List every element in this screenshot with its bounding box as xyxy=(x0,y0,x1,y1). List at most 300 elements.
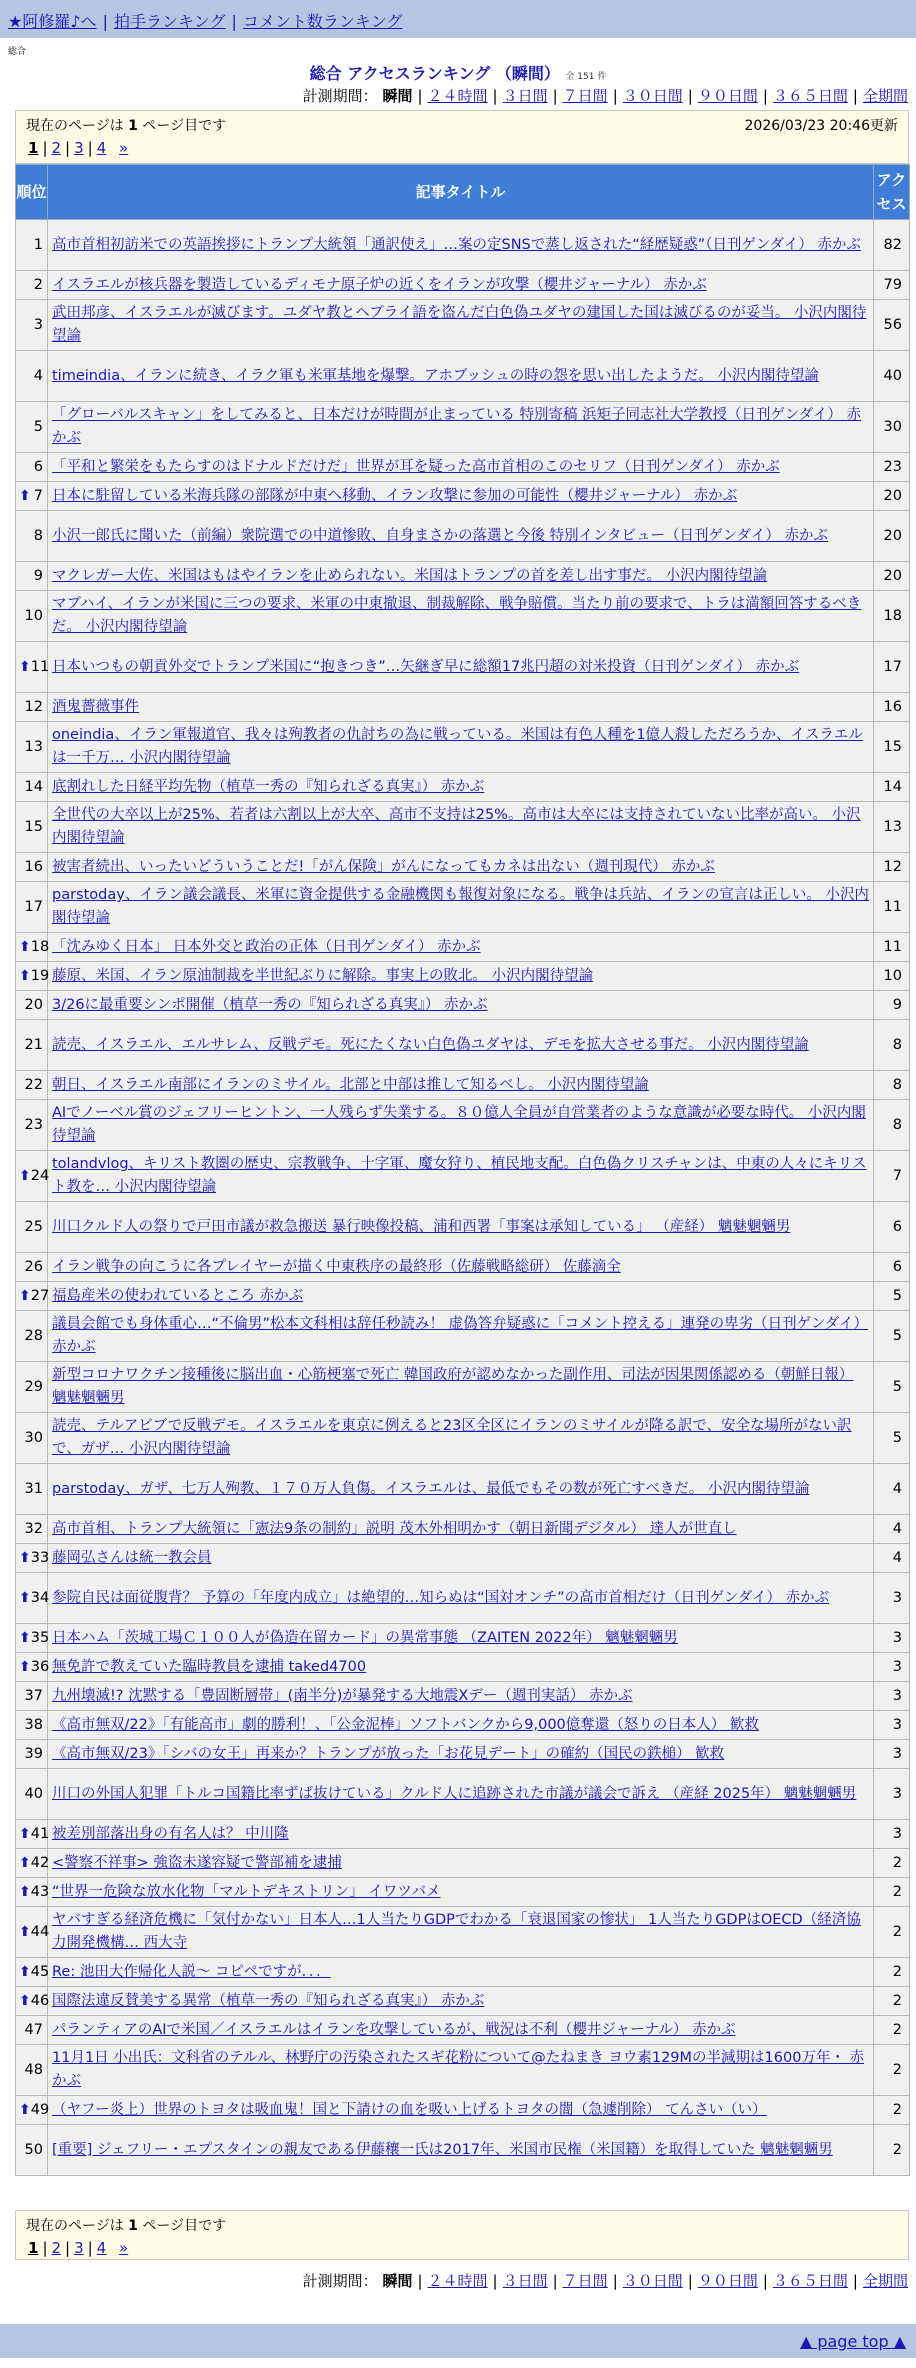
rank-cell xyxy=(16,2125,48,2176)
page-1-current: 1 xyxy=(28,139,39,157)
nav-separator: | xyxy=(231,12,237,31)
title-cell xyxy=(48,1987,874,2016)
access-count: 20 xyxy=(874,511,910,562)
table-row xyxy=(16,1682,910,1711)
rank-number: 18 xyxy=(30,938,50,955)
period-link-all[interactable]: 全期間 xyxy=(862,2272,908,2290)
table-row xyxy=(16,2125,910,2176)
table-row xyxy=(16,351,910,402)
article-title-link[interactable]: 「沈みゆく日本」 日本外交と政治の正体（日刊ゲンダイ） 赤かぶ xyxy=(52,938,481,955)
rank-number: 15 xyxy=(24,818,43,835)
rank-number: 5 xyxy=(33,418,43,435)
access-count: 16 xyxy=(874,693,910,722)
bottom-bar xyxy=(0,2324,916,2358)
access-count: 2 xyxy=(874,2125,910,2176)
rank-cell xyxy=(16,2045,48,2096)
access-count: 2 xyxy=(874,2045,910,2096)
table-row xyxy=(16,1573,910,1624)
table-row xyxy=(16,991,910,1020)
table-row xyxy=(16,1958,910,1987)
article-title-link[interactable]: パランティアのAIで米国／イスラエルはイランを攻撃しているが、戦況は不利（櫻井ジャーナル） 赤かぶ xyxy=(52,2021,736,2038)
access-count: 9 xyxy=(874,991,910,1020)
access-count: 3 xyxy=(874,1769,910,1820)
article-title-link[interactable]: 《高市無双/22》「有能高市」劇的勝利！、「公金泥棒」ソフトバンクから9,000億奪還（怒りの日本人） 歓救 xyxy=(52,1716,759,1733)
period-link-365d[interactable]: ３６５日間 xyxy=(772,2272,848,2290)
table-row xyxy=(16,591,910,642)
article-title-link[interactable]: 「平和と繁栄をもたらすのはドナルドだけだ」世界が耳を疑った高市首相のこのセリフ（日刊ゲンダイ） 赤かぶ xyxy=(52,458,780,475)
rank-cell xyxy=(16,722,48,773)
rank-up-arrow-icon: ⬆ xyxy=(19,1629,31,1646)
rank-cell xyxy=(16,2016,48,2045)
table-row xyxy=(16,1413,910,1464)
rank-number: 32 xyxy=(24,1520,43,1537)
table-row xyxy=(16,402,910,453)
rank-number: 36 xyxy=(30,1658,50,1675)
period-link-30d[interactable]: ３０日間 xyxy=(622,2272,683,2290)
article-title-link[interactable]: 藤原、米国、イラン原油制裁を半世紀ぶりに解除。事実上の敗北。 小沢内閣待望論 xyxy=(52,967,594,984)
access-count: 2 xyxy=(874,1987,910,2016)
access-count: 3 xyxy=(874,1573,910,1624)
rank-up-arrow-icon: ⬆ xyxy=(19,1589,31,1606)
table-row xyxy=(16,1544,910,1573)
page-link-3[interactable]: 3 xyxy=(74,139,84,157)
article-title-link[interactable]: parstoday、イラン議会議長、米軍に資金提供する金融機関も報復対象になる。戦争は兵站、イランの宣言は正しい。 小沢内閣待望論 xyxy=(52,887,869,926)
rank-number: 19 xyxy=(30,967,50,984)
period-selector-bottom: 計測期間： 瞬間 | ２４時間 | ３日間 | ７日間 | ３０日間 | ９０日間 | ３６５日間 | 全期間 xyxy=(302,2272,908,2290)
rank-cell xyxy=(16,1100,48,1151)
current-page-text: 現在のページは 1 ページ目です xyxy=(26,118,227,134)
article-title-link[interactable]: 「グローバルスキャン」をしてみると、日本だけが時間が止まっている 特別寄稿 浜矩子同志社大学教授（日刊ゲンダイ） 赤かぶ xyxy=(52,407,862,446)
article-title-link[interactable]: 無免許で教えていた臨時教員を逮捕 taked4700 xyxy=(52,1658,367,1675)
article-title-link[interactable]: 酒鬼薔薇事件 xyxy=(52,698,139,715)
rank-cell xyxy=(16,2096,48,2125)
rank-cell xyxy=(16,991,48,1020)
article-title-link[interactable]: timeindia、イランに続き、イラク軍も米軍基地を爆撃。アホブッシュの時の怨を思い出したようだ。 小沢内閣待望論 xyxy=(52,367,819,384)
period-link-24h[interactable]: ２４時間 xyxy=(427,2272,488,2290)
header-access: アクセス xyxy=(874,165,910,220)
title-cell xyxy=(48,853,874,882)
rank-number: 49 xyxy=(30,2101,50,2118)
rank-cell xyxy=(16,1253,48,1282)
article-title-link[interactable]: “世界一危険な放水化物「マルトデキストリン」 イワツバメ xyxy=(52,1883,441,1900)
article-title-link[interactable]: oneindia、イラン軍報道官、我々は殉教者の仇討ちの為に戦っている。米国は有色人種を1億人殺しただろうか、イスラエルは一千万… 小沢内閣待望論 xyxy=(52,727,863,766)
access-count: 3 xyxy=(874,1653,910,1682)
page-info-box-top xyxy=(15,110,909,164)
table-row xyxy=(16,933,910,962)
table-row xyxy=(16,1020,910,1071)
article-title-link[interactable]: 高市首相初訪米での英語挨拶にトランプ大統領「通訳使え」…案の定SNSで蒸し返された“経歴疑惑”（日刊ゲンダイ） 赤かぶ xyxy=(52,236,861,253)
title-cell xyxy=(48,1464,874,1515)
period-selector-top: 計測期間： 瞬間 | ２４時間 | ３日間 | ７日間 | ３０日間 | ９０日間 | ３６５日間 | 全期間 xyxy=(302,87,908,105)
rank-number: 50 xyxy=(24,2141,43,2158)
rank-up-arrow-icon: ⬆ xyxy=(19,1658,31,1675)
page-link-4[interactable]: 4 xyxy=(96,139,107,157)
article-title-link[interactable]: 福島産米の使われているところ 赤かぶ xyxy=(52,1287,304,1304)
table-row xyxy=(16,802,910,853)
access-count: 4 xyxy=(874,1544,910,1573)
article-title-link[interactable]: 議員会館でも身体重心…“不倫男”松本文科相は辞任秒読み！ 虚偽答弁疑惑に「コメント控える」連発の卑劣（日刊ゲンダイ） 赤かぶ xyxy=(52,1316,868,1355)
title-cell xyxy=(48,220,874,271)
title-cell xyxy=(48,1362,874,1413)
article-title-link[interactable]: 新型コロナワクチン接種後に脳出血・心筋梗塞で死亡 韓国政府が認めなかった副作用、司法が因果関係認める（朝鮮日報） 魑魅魍魎男 xyxy=(52,1367,854,1406)
rank-number: 3 xyxy=(33,316,43,333)
rank-up-arrow-icon: ⬆ xyxy=(19,2101,31,2118)
rank-up-arrow-icon: ⬆ xyxy=(19,1167,31,1184)
table-row xyxy=(16,962,910,991)
article-title-link[interactable]: 朝日、イスラエル南部にイランのミサイル。北部と中部は推して知るべし。 小沢内閣待望論 xyxy=(52,1076,649,1093)
page-1-current: 1 xyxy=(28,2239,39,2257)
title-cell xyxy=(48,1907,874,1958)
access-count: 4 xyxy=(874,1464,910,1515)
rank-cell xyxy=(16,1820,48,1849)
page-link-2[interactable]: 2 xyxy=(51,139,62,157)
rank-number: 10 xyxy=(24,607,43,624)
rank-cell xyxy=(16,1987,48,2016)
period-label: 計測期間： xyxy=(302,2272,378,2290)
table-row xyxy=(16,2016,910,2045)
title-cell xyxy=(48,482,874,511)
category-label: 総合 xyxy=(8,47,27,57)
article-title-link[interactable]: 読売、イスラエル、エルサレム、反戦デモ。死にたくない白色偽ユダヤは、デモを拡大させる事だ。 小沢内閣待望論 xyxy=(52,1036,809,1053)
rank-number: 34 xyxy=(30,1589,50,1606)
rank-cell xyxy=(16,591,48,642)
table-row xyxy=(16,1849,910,1878)
table-row xyxy=(16,1202,910,1253)
access-count: 5 xyxy=(874,1362,910,1413)
header-title: 記事タイトル xyxy=(48,165,874,220)
title-cell xyxy=(48,1151,874,1202)
rank-cell xyxy=(16,1413,48,1464)
article-title-link[interactable]: 3/26に最重要シンポ開催（植草一秀の『知られざる真実』） 赤かぶ xyxy=(52,996,488,1013)
period-link-7d[interactable]: ７日間 xyxy=(562,87,608,105)
page-link-next[interactable]: » xyxy=(119,2239,129,2257)
article-title-link[interactable]: 読売、テルアビブで反戦デモ。イスラエルを東京に例えると23区全区にイランのミサイルが降る訳で、安全な場所がない訳で、ガザ… 小沢内閣待望論 xyxy=(52,1418,852,1457)
access-count: 5 xyxy=(874,1413,910,1464)
rank-up-arrow-icon: ⬆ xyxy=(19,1963,31,1980)
rank-cell xyxy=(16,271,48,300)
article-title-link[interactable]: 小沢一郎氏に聞いた（前編）衆院選での中道惨敗、自身まさかの落選と今後 特別インタビュー（日刊ゲンダイ） 赤かぶ xyxy=(52,527,828,544)
access-count: 8 xyxy=(874,1100,910,1151)
article-title-link[interactable]: ヤバすぎる経済危機に「気付かない」日本人…1人当たりGDPでわかる「衰退国家の惨状」 1人当たりGDPはOECD（経済協力開発機構… 西大寺 xyxy=(52,1912,861,1951)
period-link-all[interactable]: 全期間 xyxy=(862,87,908,105)
title-cell xyxy=(48,1515,874,1544)
table-row xyxy=(16,1987,910,2016)
rank-number: 39 xyxy=(24,1745,43,1762)
article-title-link[interactable]: 国際法違反賛美する異常（植草一秀の『知られざる真実』） 赤かぶ xyxy=(52,1992,485,2009)
rank-up-arrow-icon: ⬆ xyxy=(19,1883,31,1900)
article-title-link[interactable]: イスラエルが核兵器を製造しているディモナ原子炉の近くをイランが攻撃（櫻井ジャーナル） 赤かぶ xyxy=(52,276,707,293)
period-current: 瞬間 xyxy=(382,2272,413,2290)
table-row xyxy=(16,511,910,562)
access-count: 15 xyxy=(874,722,910,773)
rank-number: 37 xyxy=(24,1687,43,1704)
rank-number: 33 xyxy=(30,1549,50,1566)
table-row xyxy=(16,1151,910,1202)
rank-number: 2 xyxy=(33,276,43,293)
table-row xyxy=(16,2096,910,2125)
access-count: 79 xyxy=(874,271,910,300)
table-row xyxy=(16,1253,910,1282)
page-link-next[interactable]: » xyxy=(119,139,129,157)
page-link-4[interactable]: 4 xyxy=(96,2239,107,2257)
article-title-link[interactable]: 藤岡弘さんは統一教会員 xyxy=(52,1549,212,1566)
article-title-link[interactable]: 被差別部落出身の有名人は？ 中川隆 xyxy=(52,1825,289,1842)
table-row xyxy=(16,1878,910,1907)
table-row xyxy=(16,642,910,693)
rank-number: 44 xyxy=(30,1923,50,1940)
period-link-365d[interactable]: ３６５日間 xyxy=(772,87,848,105)
rank-number: 46 xyxy=(30,1992,50,2009)
rank-cell xyxy=(16,802,48,853)
title-cell xyxy=(48,271,874,300)
rank-number: 1 xyxy=(33,236,43,253)
rank-cell xyxy=(16,1769,48,1820)
rank-cell xyxy=(16,1740,48,1769)
article-title-link[interactable]: イラン戦争の向こうに各プレイヤーが描く中東秩序の最終形（佐藤戦略総研） 佐藤滴全 xyxy=(52,1258,621,1275)
title-cell xyxy=(48,1544,874,1573)
title-cell xyxy=(48,1878,874,1907)
article-title-link[interactable]: 全世代の大卒以上が25%、若者は六割以上が大卒、高市不支持は25%。高市は大卒には支持されていない比率が高い。 小沢内閣待望論 xyxy=(52,807,861,846)
table-row xyxy=(16,220,910,271)
rank-cell xyxy=(16,933,48,962)
table-row xyxy=(16,1282,910,1311)
period-link-30d[interactable]: ３０日間 xyxy=(622,87,683,105)
table-header-row xyxy=(16,165,910,220)
pagination-bottom: 1 | 2 | 3 | 4 » xyxy=(28,2239,129,2257)
access-count: 12 xyxy=(874,853,910,882)
rank-up-arrow-icon: ⬆ xyxy=(19,487,31,504)
title-cell xyxy=(48,591,874,642)
title-cell xyxy=(48,802,874,853)
article-title-link[interactable]: 日本に駐留している米海兵隊の部隊が中東へ移動、イラン攻撃に参加の可能性（櫻井ジャーナル） 赤かぶ xyxy=(52,487,738,504)
home-link[interactable]: ★阿修羅♪へ xyxy=(8,12,97,31)
rank-up-arrow-icon: ⬆ xyxy=(19,1923,31,1940)
article-title-link[interactable]: （ヤフー炎上）世界のトヨタは吸血鬼！国と下請けの血を吸い上げるトヨタの闇（急遽削除） てんさい（い） xyxy=(52,2101,767,2118)
table-row xyxy=(16,882,910,933)
rank-cell xyxy=(16,642,48,693)
table-row xyxy=(16,2045,910,2096)
rank-up-arrow-icon: ⬆ xyxy=(19,1549,31,1566)
table-row xyxy=(16,1711,910,1740)
title-cell xyxy=(48,1624,874,1653)
ranking-title xyxy=(0,61,916,84)
pagination-top: 1 | 2 | 3 | 4 » xyxy=(28,139,129,157)
title-cell xyxy=(48,1711,874,1740)
rank-number: 21 xyxy=(24,1036,43,1053)
top-nav-bar xyxy=(0,0,916,38)
title-cell xyxy=(48,1573,874,1624)
access-count: 13 xyxy=(874,802,910,853)
rank-cell xyxy=(16,1624,48,1653)
table-row xyxy=(16,1515,910,1544)
title-cell xyxy=(48,562,874,591)
table-row xyxy=(16,1464,910,1515)
period-current: 瞬間 xyxy=(382,87,413,105)
period-link-90d[interactable]: ９０日間 xyxy=(697,2272,758,2290)
access-count: 56 xyxy=(874,300,910,351)
ranking-table xyxy=(15,164,910,2176)
rank-number: 20 xyxy=(24,996,43,1013)
rank-number: 25 xyxy=(24,1218,43,1235)
rank-cell xyxy=(16,853,48,882)
article-title-link[interactable]: AIでノーベル賞のジェフリーヒントン、一人残らず失業する。８０億人全員が自営業者のような意識が必要な時代。 小沢内閣待望論 xyxy=(52,1105,866,1144)
rank-number: 4 xyxy=(33,367,43,384)
access-count: 18 xyxy=(874,591,910,642)
rank-up-arrow-icon: ⬆ xyxy=(19,1825,31,1842)
page-top-link[interactable]: ▲ page top ▲ xyxy=(799,2332,906,2351)
title-cell xyxy=(48,1958,874,1987)
rank-cell xyxy=(16,1464,48,1515)
table-row xyxy=(16,1071,910,1100)
rank-cell xyxy=(16,402,48,453)
access-count: 11 xyxy=(874,882,910,933)
table-row xyxy=(16,1769,910,1820)
rank-cell xyxy=(16,1020,48,1071)
period-link-7d[interactable]: ７日間 xyxy=(562,2272,608,2290)
rank-cell xyxy=(16,693,48,722)
rank-number: 17 xyxy=(24,898,43,915)
page-link-2[interactable]: 2 xyxy=(51,2239,62,2257)
access-count: 3 xyxy=(874,1682,910,1711)
rank-number: 29 xyxy=(24,1378,43,1395)
access-count: 2 xyxy=(874,1849,910,1878)
rank-number: 45 xyxy=(30,1963,50,1980)
period-link-24h[interactable]: ２４時間 xyxy=(427,87,488,105)
page-link-3[interactable]: 3 xyxy=(74,2239,84,2257)
access-count: 40 xyxy=(874,351,910,402)
access-count: 8 xyxy=(874,1071,910,1100)
access-count: 4 xyxy=(874,1515,910,1544)
rank-cell xyxy=(16,773,48,802)
access-count: 30 xyxy=(874,402,910,453)
table-row xyxy=(16,1653,910,1682)
rank-number: 35 xyxy=(30,1629,50,1646)
table-row xyxy=(16,271,910,300)
title-cell xyxy=(48,1413,874,1464)
updated-timestamp: 2026/03/23 20:46更新 xyxy=(744,118,898,134)
article-title-link[interactable]: 《高市無双/23》「シバの女王」再来か？トランプが放った「お花見デート」の確約（国民の鉄槌） 歓救 xyxy=(52,1745,725,1762)
access-count: 2 xyxy=(874,1907,910,1958)
rank-number: 9 xyxy=(33,567,43,584)
rank-cell xyxy=(16,1515,48,1544)
access-count: 2 xyxy=(874,2096,910,2125)
rank-number: 41 xyxy=(30,1825,50,1842)
title-cell xyxy=(48,722,874,773)
rank-number: 8 xyxy=(33,527,43,544)
rank-up-arrow-icon: ⬆ xyxy=(19,658,31,675)
article-title-link[interactable]: 高市首相、トランプ大統領に「憲法9条の制約」説明 茂木外相明かす（朝日新聞デジタル） 達人が世直し xyxy=(52,1520,737,1537)
article-title-link[interactable]: 11月1日 小出氏：文科省のテルル、林野庁の汚染されたスギ花粉について@たねまき ヨウ素129Mの半減期は1600万年・ 赤かぶ xyxy=(52,2050,865,2089)
rank-cell xyxy=(16,562,48,591)
rank-number: 42 xyxy=(30,1854,50,1871)
title-cell xyxy=(48,933,874,962)
rank-number: 7 xyxy=(33,487,43,504)
period-link-3d[interactable]: ３日間 xyxy=(502,87,548,105)
access-count: 2 xyxy=(874,2016,910,2045)
article-title-link[interactable]: 底割れした日経平均先物（植草一秀の『知られざる真実』） 赤かぶ xyxy=(52,778,485,795)
article-title-link[interactable]: parstoday、ガザ、七万人殉教、１７０万人負傷。イスラエルは、最低でもその数が死亡すべきだ。 小沢内閣待望論 xyxy=(52,1480,810,1497)
period-link-3d[interactable]: ３日間 xyxy=(502,2272,548,2290)
title-cell xyxy=(48,1071,874,1100)
table-row xyxy=(16,1311,910,1362)
article-title-link[interactable]: 日本いつもの朝貢外交でトランプ米国に“抱きつき”…矢継ぎ早に総額17兆円超の対米投資（日刊ゲンダイ） 赤かぶ xyxy=(52,658,800,675)
article-title-link[interactable]: 川口クルド人の祭りで戸田市議が救急搬送 暴行映像投稿、浦和西署「事案は承知している」 （産経） 魑魅魍魎男 xyxy=(52,1218,791,1235)
access-count: 3 xyxy=(874,1740,910,1769)
rank-cell xyxy=(16,453,48,482)
period-link-90d[interactable]: ９０日間 xyxy=(697,87,758,105)
article-title-link[interactable]: マブハイ、イランが米国に三つの要求、米軍の中東撤退、制裁解除、戦争賠償。当たり前の要求で、トラは満額回答するべきだ。 小沢内閣待望論 xyxy=(52,596,862,635)
header-rank: 順位 xyxy=(16,165,48,220)
title-cell xyxy=(48,511,874,562)
rank-cell xyxy=(16,1958,48,1987)
clap-ranking-link[interactable]: 拍手ランキング xyxy=(113,12,226,31)
table-row xyxy=(16,562,910,591)
rank-cell xyxy=(16,1362,48,1413)
nav-separator: | xyxy=(102,12,108,31)
rank-cell xyxy=(16,1653,48,1682)
access-count: 14 xyxy=(874,773,910,802)
article-title-link[interactable]: <警察不祥事> 強盗未遂容疑で警部補を逮捕 xyxy=(52,1854,342,1871)
title-cell xyxy=(48,1202,874,1253)
article-title-link[interactable]: 日本ハム「茨城工場Ｃ１００人が偽造在留カード」の異常事態 （ZAITEN 2022年） 魑魅魍魎男 xyxy=(52,1629,678,1646)
rank-up-arrow-icon: ⬆ xyxy=(19,967,31,984)
period-label: 計測期間： xyxy=(302,87,378,105)
access-count: 3 xyxy=(874,1820,910,1849)
rank-cell xyxy=(16,1202,48,1253)
rank-number: 38 xyxy=(24,1716,43,1733)
ranking-title-text: 総合 アクセスランキング （瞬間） xyxy=(309,64,560,83)
rank-cell xyxy=(16,220,48,271)
article-title-link[interactable]: マクレガー大佐、米国はもはやイランを止められない。米国はトランプの首を差し出す事だ。 小沢内閣待望論 xyxy=(52,567,768,584)
title-cell xyxy=(48,1253,874,1282)
title-cell xyxy=(48,1282,874,1311)
rank-up-arrow-icon: ⬆ xyxy=(19,1287,31,1304)
title-cell xyxy=(48,1849,874,1878)
article-title-link[interactable]: [重要] ジェフリー・エプスタインの親友である伊藤穰一氏は2017年、米国市民権（米国籍）を取得していた 魑魅魍魎男 xyxy=(52,2141,833,2158)
access-count: 5 xyxy=(874,1282,910,1311)
title-cell xyxy=(48,402,874,453)
article-title-link[interactable]: Re: 池田大作帰化人説～ コピペですが．．． xyxy=(52,1963,331,1980)
title-cell xyxy=(48,1740,874,1769)
rank-number: 40 xyxy=(24,1785,43,1802)
rank-number: 47 xyxy=(24,2021,43,2038)
article-title-link[interactable]: 川口の外国人犯罪「トルコ国籍比率ずば抜けている」クルド人に追跡された市議が議会で訴え （産経 2025年） 魑魅魍魎男 xyxy=(52,1785,857,1802)
article-title-link[interactable]: 九州壊滅!? 沈黙する「豊固断層帯」(南半分)が暴発する大地震Xデー（週刊実話） 赤かぶ xyxy=(52,1687,633,1704)
article-title-link[interactable]: tolandvlog、キリスト教圏の歴史、宗教戦争、十字軍、魔女狩り、植民地支配。白色偽クリスチャンは、中東の人々にキリスト教を… 小沢内閣待望論 xyxy=(52,1156,867,1195)
rank-number: 27 xyxy=(30,1287,50,1304)
comment-ranking-link[interactable]: コメント数ランキング xyxy=(242,12,403,31)
table-row xyxy=(16,1624,910,1653)
ranking-count: 全 151 件 xyxy=(565,72,607,82)
article-title-link[interactable]: 被害者続出、いったいどういうことだ!「がん保険」がんになってもカネは出ない（週刊現代） 赤かぶ xyxy=(52,858,715,875)
table-row xyxy=(16,1740,910,1769)
access-count: 82 xyxy=(874,220,910,271)
rank-cell xyxy=(16,1711,48,1740)
access-count: 10 xyxy=(874,962,910,991)
access-count: 3 xyxy=(874,1624,910,1653)
title-cell xyxy=(48,351,874,402)
article-title-link[interactable]: 武田邦彦、イスラエルが滅びます。ユダヤ教とヘブライ語を盗んだ白色偽ユダヤの建国した国は滅びるのが妥当。 小沢内閣待望論 xyxy=(52,305,867,344)
page-info-box-bottom xyxy=(15,2210,909,2260)
table-row xyxy=(16,853,910,882)
table-row xyxy=(16,482,910,511)
article-title-link[interactable]: 参院自民は面従腹背？ 予算の「年度内成立」は絶望的…知らぬは“国対オンチ”の高市首相だけ（日刊ゲンダイ） 赤かぶ xyxy=(52,1589,830,1606)
rank-number: 13 xyxy=(24,738,43,755)
title-cell xyxy=(48,991,874,1020)
table-row xyxy=(16,773,910,802)
title-cell xyxy=(48,773,874,802)
access-count: 20 xyxy=(874,482,910,511)
